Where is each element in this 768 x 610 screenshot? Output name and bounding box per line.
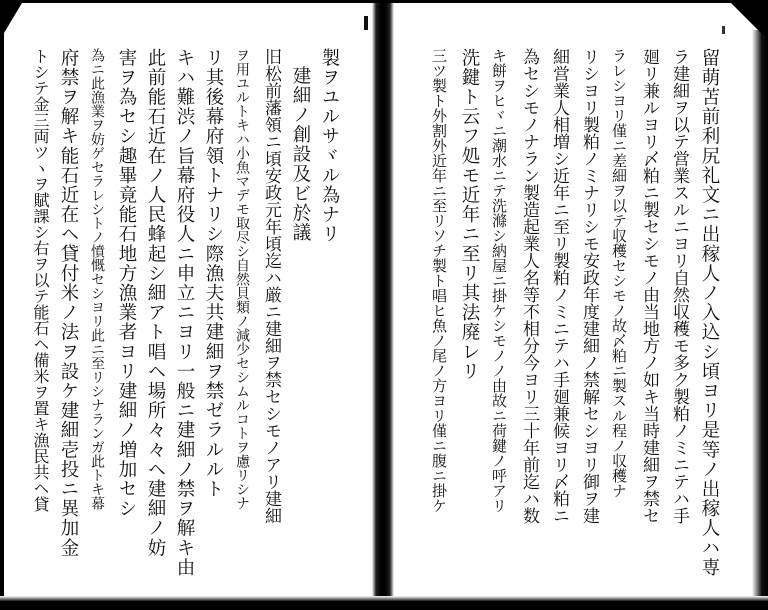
text-column: 洗鍵ト云フ処モ近年ニ至リ其法廃レリ (459, 48, 480, 382)
text-column: ラ建細ヲ以テ営業スルニヨリ自然収穫モ多ク製粕ノミニテハ手 (669, 48, 689, 524)
margin-mark (722, 26, 725, 34)
text-column: リシヨリ製粕ノミナリシモ安政年度建細ノ禁解セシヨリ御ヲ建 (579, 48, 599, 524)
section-heading: 建細ノ創設及ビ於議 (290, 66, 311, 243)
scan-edge-bottom (0, 596, 768, 610)
text-column: 旧松前藩領ニ頃安政元年頃迄ハ厳ニ建細ヲ禁セシモノアリ建細 (261, 48, 281, 524)
book-gutter (372, 0, 394, 610)
scan-edge-left (0, 0, 4, 610)
text-column: ラレシヨリ僅ニ差細ヲ以テ収穫セシモノ故〆粕ニ製スル程ノ収穫ナ (610, 48, 628, 498)
text-column: 此前能石近在ノ人民蜂起シ細アト唱ヘ場所々々ヘ建細ノ妨 (145, 48, 166, 558)
text-column: キハ難渋ノ旨幕府役人ニ申立ニヨリ一般ニ建細ノ禁ヲ解キ由 (174, 48, 195, 578)
text-column: ヲ用ユルトキハ小魚マデモ取尽シ自然貝類ノ減少セシムルコトヲ慮リシナ (234, 48, 250, 510)
text-column: 為セシモノナラン製造起業人名等不相分今ヨリ三十年前迄ハ数 (519, 48, 539, 524)
scan-edge-right (752, 30, 768, 596)
text-column: リ其後幕府領トナリシ際漁夫共建細ヲ禁ゼラルルト (203, 48, 224, 499)
text-column: トシテ金三両ツヽヲ賦課シ右ヲ以テ能石ヘ備米ヲ置キ漁民共ヘ貸 (31, 48, 50, 512)
text-column: 為ニ此漁業ヲ妨ゲセラレシトノ憤慨セシヨリ此ニ至リシナランガ此トキ幕 (89, 48, 105, 510)
scan-edge-top (0, 0, 768, 3)
text-column: 府禁ヲ解キ能石近在ヘ貸付米ノ法ヲ設ケ建細壱投ニ異加金 (58, 48, 79, 558)
text-column: 製ヲユルサヾル為ナリ (319, 48, 340, 244)
text-column: 廻リ兼ルヨリ〆粕ニ製セシモノ由当地方ノ如キ当時建細ヲ禁セ (639, 48, 659, 524)
margin-mark (364, 16, 368, 30)
text-column: 留萌苫前利尻礼文ニ出稼人ノ入込シ頃ヨリ是等ノ出稼人ハ専 (699, 48, 720, 578)
text-column: 細営業人相増シ近年ニ至リ製粕ノミニテハ手廻兼候ヨリ〆粕ニ (549, 48, 569, 524)
text-column: キ餅ヲヒヾニ潮水ニテ洗滌シ納屋ニ掛ケシモノノ由故ニ荷鍵ノ呼アリ (490, 48, 508, 513)
text-column: 三ツ製ト外割外近年ニ至リソチ製ト唱ヒ魚ノ尾ノ方ヨリ僅ニ腹ニ掛ケ (430, 48, 448, 513)
text-column: 害ヲ為セシ趣畢竟能石地方漁業者ヨリ建細ノ増加セシ (116, 48, 137, 519)
